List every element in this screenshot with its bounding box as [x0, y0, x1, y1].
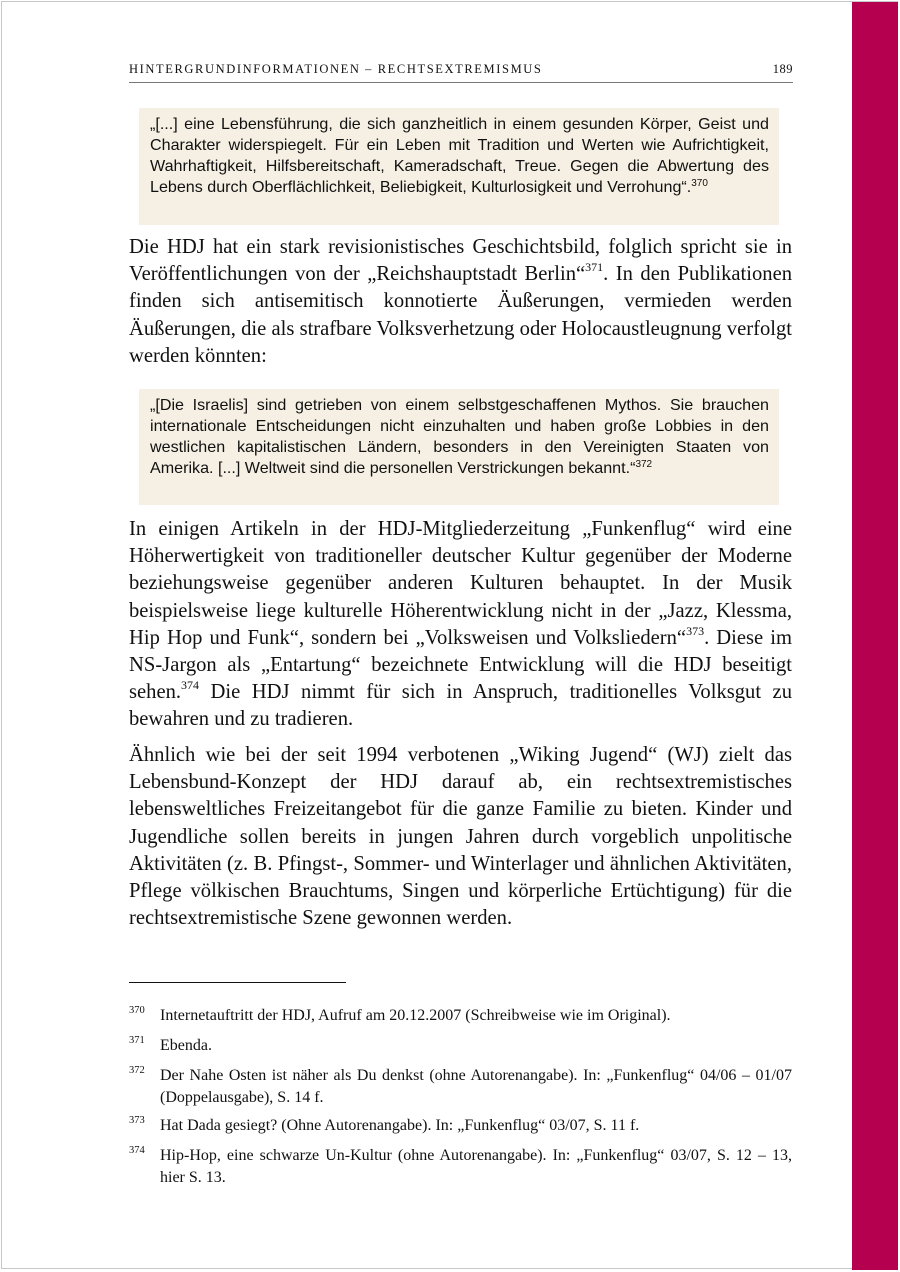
footnote-text: Hat Dada gesiegt? (Ohne Autorenangabe). In: „Funkenflug“ 03/07, S. 11 f.	[160, 1117, 640, 1134]
quote-1-text: „[...] eine Lebensführung, die sich ganzheitlich in einem gesunden Körper, Geist und Charakter widerspiegelt. Für ein Leben mit Tradition und Werten wie Aufrichtigkeit, Wahrhaftigkeit, Hilfsbereitschaft, Kameradschaft, Treue. Gegen die Abwertung des Lebens durch Oberflächlichkeit, Beliebigkeit, Kulturlosigkeit und Verrohung“.	[150, 115, 769, 196]
running-header	[129, 62, 793, 83]
paragraph-2	[129, 516, 792, 734]
footnote-ref-374[interactable]: 374	[181, 678, 200, 693]
paragraph-2-part-1: In einigen Artikeln in der HDJ-Mitgliederzeitung „Funkenflug“ wird eine Höherwertigkeit von traditioneller deutscher Kultur gegenüber der Moderne beziehungsweise gegenüber anderen Kulturen behauptet. In der Musik beispielsweise liege kulturelle Höherentwicklung nicht in der „Jazz, Klessma, Hip Hop und Funk“, sondern bei „Volksweisen und Volksliedern“	[129, 518, 792, 649]
paragraph-2-part-3: Die HDJ nimmt für sich in Anspruch, traditionelles Volksgut zu bewahren und zu tradieren.	[129, 681, 792, 731]
paragraph-1	[129, 234, 792, 370]
paragraph-3-text: Ähnlich wie bei der seit 1994 verbotenen „Wiking Jugend“ (WJ) zielt das Lebensbund-Konzept der HDJ darauf ab, ein rechtsextremistisches lebensweltliches Freizeitangebot für die ganze Familie zu bieten. Kinder und Jugendliche sollen bereits in jungen Jahren durch vorgeblich unpolitische Aktivitäten (z. B. Pfingst-, Sommer- und Winterlager und ähnlichen Aktivitäten, Pflege völkischen Brauchtums, Singen und körperliche Ertüchtigung) für die rechtsextremistische Szene gewonnen werden.	[129, 744, 792, 930]
footnote-text: Ebenda.	[160, 1037, 212, 1054]
footnote-text: Internetauftritt der HDJ, Aufruf am 20.12.2007 (Schreibweise wie im Original).	[160, 1007, 671, 1024]
footnote-374	[129, 1145, 792, 1188]
paragraph-1-part-1: Die HDJ hat ein stark revisionistisches Geschichtsbild, folglich spricht sie in Veröffentlichungen von der „Reichshauptstadt Berlin“	[129, 236, 792, 286]
page-number: 189	[772, 62, 793, 76]
quote-block-1	[139, 108, 779, 225]
footnote-number: 370	[129, 1005, 145, 1016]
running-title: HINTERGRUNDINFORMATIONEN – RECHTSEXTREMISMUS	[129, 62, 543, 76]
footnote-373	[129, 1115, 792, 1137]
footnote-text: Der Nahe Osten ist näher als Du denkst (ohne Autorenangabe). In: „Funkenflug“ 04/06 – 01/07 (Doppelausgabe), S. 14 f.	[160, 1067, 792, 1106]
quote-block-2	[139, 389, 779, 505]
quote-2-text: „[Die Israelis] sind getrieben von einem selbstgeschaffenen Mythos. Sie brauchen internationale Entscheidungen nicht einzuhalten und haben große Lobbies in den westlichen kapitalistischen Ländern, besonders in den Vereinigten Staaten von Amerika. [...] Weltweit sind die personellen Verstrickungen bekannt.“	[150, 396, 769, 477]
footnote-separator	[129, 982, 346, 983]
footnote-370	[129, 1005, 792, 1027]
footnote-ref-373[interactable]: 373	[686, 623, 705, 638]
footnote-ref-371[interactable]: 371	[585, 260, 604, 275]
paragraph-1-part-2: . In den Publikationen finden sich antisemitisch konnotierte Äußerungen, vermieden werden Äußerungen, die als strafbare Volksverhetzung oder Holocaustleugnung verfolgt werden könnten:	[129, 263, 793, 367]
footnote-text: Hip-Hop, eine schwarze Un-Kultur (ohne Autorenangabe). In: „Funkenflug“ 03/07, S. 12 – 13, hier S. 13.	[160, 1147, 792, 1186]
footnote-number: 371	[129, 1035, 145, 1046]
paragraph-2-part-2: . Diese im NS-Jargon als „Entartung“ bezeichnete Entwicklung will die HDJ beseitigt sehen.	[129, 626, 792, 704]
footnote-371	[129, 1035, 792, 1057]
side-color-bar	[852, 2, 898, 1270]
paragraph-3	[129, 742, 792, 932]
footnote-number: 374	[129, 1145, 145, 1156]
footnote-372	[129, 1065, 792, 1108]
footnote-ref-372[interactable]: 372	[635, 459, 653, 470]
footnote-ref-370[interactable]: 370	[691, 178, 708, 189]
footnote-number: 373	[129, 1115, 145, 1126]
footnote-number: 372	[129, 1065, 145, 1076]
